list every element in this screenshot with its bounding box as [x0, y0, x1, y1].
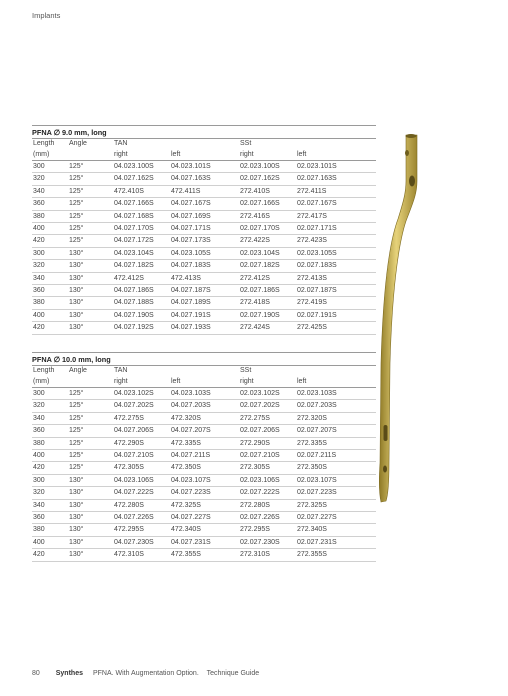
cell-length: 400 — [32, 309, 68, 321]
table-row — [32, 185, 376, 197]
cell-tan-left: 472.413S — [170, 272, 239, 284]
col-header-sst: SSt — [240, 140, 252, 147]
cell-length: 300 — [32, 161, 68, 173]
cell-sst-right: 02.027.182S — [239, 260, 296, 272]
col-header-angle: Angle — [69, 140, 87, 147]
cell-tan-left: 472.411S — [170, 185, 239, 197]
table-body — [32, 139, 376, 334]
col-header-tan-left: left — [170, 150, 239, 161]
cell-tan-left: 04.027.223S — [170, 487, 239, 499]
col-header-length: Length — [33, 367, 55, 374]
cell-tan-left: 04.023.107S — [170, 474, 239, 486]
table-row — [32, 223, 376, 235]
cell-angle: 130° — [68, 474, 113, 486]
cell-sst-right: 02.027.162S — [239, 173, 296, 185]
cell-tan-left: 472.350S — [170, 462, 239, 474]
cell-sst-right: 272.422S — [239, 235, 296, 247]
col-header-angle: Angle — [69, 367, 87, 374]
cell-tan-right: 04.023.106S — [113, 474, 170, 486]
cell-sst-right: 272.410S — [239, 185, 296, 197]
page-number: 80 — [32, 670, 40, 677]
cell-tan-right: 04.027.210S — [113, 450, 170, 462]
table-row — [32, 210, 376, 222]
cell-tan-left: 04.023.103S — [170, 388, 239, 400]
table-row — [32, 412, 376, 424]
cell-tan-left: 04.027.171S — [170, 223, 239, 235]
doc-title: PFNA. With Augmentation Option. — [92, 670, 199, 677]
cell-angle: 125° — [68, 400, 113, 412]
cell-length: 360 — [32, 198, 68, 210]
cell-angle: 130° — [68, 247, 113, 259]
cell-length: 360 — [32, 512, 68, 524]
table-row — [32, 462, 376, 474]
table-row — [32, 487, 376, 499]
table-row — [32, 499, 376, 511]
table-row — [32, 198, 376, 210]
cell-sst-left: 272.423S — [296, 235, 376, 247]
cell-sst-left: 02.027.163S — [296, 173, 376, 185]
cell-tan-left: 04.027.173S — [170, 235, 239, 247]
cell-sst-left: 02.023.107S — [296, 474, 376, 486]
cell-tan-left: 472.320S — [170, 412, 239, 424]
table-row — [32, 161, 376, 173]
col-header-tan-right: right — [113, 150, 170, 161]
header-row — [32, 366, 376, 377]
cell-tan-right: 04.027.226S — [113, 512, 170, 524]
cell-sst-right: 02.023.102S — [239, 388, 296, 400]
cell-angle: 130° — [68, 297, 113, 309]
cell-length: 400 — [32, 450, 68, 462]
cell-length: 380 — [32, 437, 68, 449]
cell-sst-right: 02.023.106S — [239, 474, 296, 486]
cell-angle: 125° — [68, 388, 113, 400]
cell-sst-left: 272.350S — [296, 462, 376, 474]
cell-tan-right: 04.023.100S — [113, 161, 170, 173]
cell-angle: 130° — [68, 536, 113, 548]
cell-tan-left: 472.355S — [170, 549, 239, 561]
cell-sst-left: 272.320S — [296, 412, 376, 424]
cell-sst-left: 02.027.223S — [296, 487, 376, 499]
cell-sst-right: 272.412S — [239, 272, 296, 284]
cell-length: 400 — [32, 223, 68, 235]
cell-sst-left: 272.340S — [296, 524, 376, 536]
cell-sst-left: 272.413S — [296, 272, 376, 284]
cell-sst-left: 02.027.231S — [296, 536, 376, 548]
cell-length: 320 — [32, 400, 68, 412]
col-header-sst-left: left — [296, 150, 376, 161]
cell-sst-right: 02.027.230S — [239, 536, 296, 548]
cell-tan-right: 04.027.186S — [113, 285, 170, 297]
cell-sst-left: 272.335S — [296, 437, 376, 449]
page-footer — [32, 670, 259, 677]
cell-tan-right: 04.027.166S — [113, 198, 170, 210]
cell-length: 340 — [32, 185, 68, 197]
cell-tan-left: 04.027.227S — [170, 512, 239, 524]
cell-tan-right: 04.023.102S — [113, 388, 170, 400]
cell-length: 380 — [32, 210, 68, 222]
cell-sst-right: 02.027.166S — [239, 198, 296, 210]
table-row — [32, 474, 376, 486]
cell-sst-left: 02.027.207S — [296, 425, 376, 437]
cell-tan-left: 04.023.105S — [170, 247, 239, 259]
cell-angle: 130° — [68, 272, 113, 284]
table-row — [32, 437, 376, 449]
col-header-sst-right: right — [239, 150, 296, 161]
cell-sst-right: 02.027.226S — [239, 512, 296, 524]
cell-sst-right: 272.280S — [239, 499, 296, 511]
cell-angle: 125° — [68, 210, 113, 222]
cell-angle: 125° — [68, 198, 113, 210]
table-row — [32, 400, 376, 412]
table-row — [32, 536, 376, 548]
cell-length: 420 — [32, 322, 68, 334]
cell-tan-right: 04.027.206S — [113, 425, 170, 437]
cell-sst-right: 272.310S — [239, 549, 296, 561]
cell-length: 420 — [32, 549, 68, 561]
cell-tan-left: 04.027.231S — [170, 536, 239, 548]
col-header-tan: TAN — [114, 367, 128, 374]
col-header-tan-right: right — [113, 377, 170, 388]
cell-angle: 130° — [68, 549, 113, 561]
cell-tan-right: 04.027.172S — [113, 235, 170, 247]
cell-angle: 125° — [68, 437, 113, 449]
col-header-tan: TAN — [114, 140, 128, 147]
doc-type: Technique Guide — [206, 670, 260, 677]
cell-angle: 130° — [68, 309, 113, 321]
cell-length: 380 — [32, 524, 68, 536]
cell-sst-left: 02.027.203S — [296, 400, 376, 412]
brand-name: Synthes — [55, 670, 83, 677]
cell-tan-left: 04.027.167S — [170, 198, 239, 210]
cell-tan-left: 04.027.191S — [170, 309, 239, 321]
cell-length: 400 — [32, 536, 68, 548]
subheader-row — [32, 150, 376, 161]
cell-tan-right: 04.027.162S — [113, 173, 170, 185]
cell-sst-right: 02.027.202S — [239, 400, 296, 412]
cell-length: 320 — [32, 173, 68, 185]
cell-sst-left: 02.023.101S — [296, 161, 376, 173]
cell-length: 420 — [32, 235, 68, 247]
table-block-10mm — [32, 352, 376, 562]
cell-tan-right: 472.412S — [113, 272, 170, 284]
nail-implant-icon — [376, 133, 420, 505]
cell-sst-right: 02.023.100S — [239, 161, 296, 173]
subheader-row — [32, 377, 376, 388]
col-header-sst-right: right — [239, 377, 296, 388]
cell-angle: 125° — [68, 223, 113, 235]
cell-sst-left: 272.355S — [296, 549, 376, 561]
section-header: Implants — [32, 11, 61, 20]
cell-length: 340 — [32, 272, 68, 284]
cell-sst-left: 02.023.105S — [296, 247, 376, 259]
cell-sst-right: 02.027.186S — [239, 285, 296, 297]
col-header-tan-left: left — [170, 377, 239, 388]
col-header-length-unit: (mm) — [32, 377, 68, 388]
table-row — [32, 549, 376, 561]
cell-angle: 125° — [68, 173, 113, 185]
header-row — [32, 139, 376, 150]
cell-sst-right: 272.424S — [239, 322, 296, 334]
cell-sst-right: 272.418S — [239, 297, 296, 309]
col-header-length-unit: (mm) — [32, 150, 68, 161]
cell-tan-left: 04.027.211S — [170, 450, 239, 462]
cell-length: 320 — [32, 260, 68, 272]
cell-angle: 130° — [68, 285, 113, 297]
cell-tan-right: 04.023.104S — [113, 247, 170, 259]
table-title: PFNA ∅ 9.0 mm, long — [32, 128, 107, 137]
table-row — [32, 297, 376, 309]
cell-tan-left: 04.023.101S — [170, 161, 239, 173]
cell-sst-right: 02.027.206S — [239, 425, 296, 437]
cell-angle: 125° — [68, 235, 113, 247]
cell-angle: 130° — [68, 487, 113, 499]
cell-angle: 130° — [68, 512, 113, 524]
cell-tan-right: 04.027.190S — [113, 309, 170, 321]
cell-angle: 125° — [68, 450, 113, 462]
table-row — [32, 450, 376, 462]
cell-tan-right: 04.027.188S — [113, 297, 170, 309]
cell-angle: 125° — [68, 185, 113, 197]
cell-tan-left: 472.335S — [170, 437, 239, 449]
cell-length: 360 — [32, 425, 68, 437]
cell-sst-right: 272.305S — [239, 462, 296, 474]
cell-length: 320 — [32, 487, 68, 499]
cell-length: 380 — [32, 297, 68, 309]
cell-tan-right: 472.305S — [113, 462, 170, 474]
table-row — [32, 173, 376, 185]
cell-sst-right: 272.416S — [239, 210, 296, 222]
article-table — [32, 139, 376, 335]
cell-tan-left: 04.027.193S — [170, 322, 239, 334]
cell-length: 420 — [32, 462, 68, 474]
table-body — [32, 366, 376, 561]
article-table — [32, 366, 376, 562]
cell-sst-left: 272.419S — [296, 297, 376, 309]
table-title: PFNA ∅ 10.0 mm, long — [32, 355, 111, 364]
cell-sst-right: 02.027.190S — [239, 309, 296, 321]
cell-tan-right: 04.027.168S — [113, 210, 170, 222]
cell-length: 340 — [32, 499, 68, 511]
col-header-length: Length — [33, 140, 55, 147]
table-row — [32, 235, 376, 247]
cell-angle: 130° — [68, 322, 113, 334]
table-row — [32, 524, 376, 536]
cell-sst-left: 02.027.171S — [296, 223, 376, 235]
cell-tan-left: 04.027.203S — [170, 400, 239, 412]
cell-angle: 125° — [68, 161, 113, 173]
cell-tan-left: 472.340S — [170, 524, 239, 536]
cell-sst-left: 02.023.103S — [296, 388, 376, 400]
cell-tan-right: 472.295S — [113, 524, 170, 536]
cell-angle: 125° — [68, 425, 113, 437]
cell-tan-right: 04.027.182S — [113, 260, 170, 272]
cell-tan-right: 472.290S — [113, 437, 170, 449]
cell-tan-right: 472.410S — [113, 185, 170, 197]
cell-tan-left: 04.027.169S — [170, 210, 239, 222]
cell-sst-left: 272.425S — [296, 322, 376, 334]
cell-angle: 130° — [68, 260, 113, 272]
cell-sst-right: 272.290S — [239, 437, 296, 449]
table-row — [32, 272, 376, 284]
cell-tan-left: 04.027.187S — [170, 285, 239, 297]
table-row — [32, 285, 376, 297]
cell-tan-right: 04.027.230S — [113, 536, 170, 548]
cell-angle: 130° — [68, 499, 113, 511]
cell-length: 300 — [32, 247, 68, 259]
cell-angle: 125° — [68, 412, 113, 424]
cell-sst-left: 02.027.191S — [296, 309, 376, 321]
cell-sst-left: 02.027.187S — [296, 285, 376, 297]
table-row — [32, 247, 376, 259]
cell-tan-right: 472.280S — [113, 499, 170, 511]
cell-tan-left: 04.027.183S — [170, 260, 239, 272]
cell-angle: 130° — [68, 524, 113, 536]
cell-tan-left: 04.027.207S — [170, 425, 239, 437]
cell-sst-right: 02.027.170S — [239, 223, 296, 235]
cell-tan-left: 04.027.163S — [170, 173, 239, 185]
table-row — [32, 260, 376, 272]
col-header-sst-left: left — [296, 377, 376, 388]
cell-sst-left: 02.027.211S — [296, 450, 376, 462]
cell-sst-left: 272.325S — [296, 499, 376, 511]
cell-sst-right: 272.275S — [239, 412, 296, 424]
cell-length: 300 — [32, 474, 68, 486]
cell-sst-left: 272.417S — [296, 210, 376, 222]
table-row — [32, 425, 376, 437]
col-header-sst: SSt — [240, 367, 252, 374]
table-block-9mm — [32, 125, 376, 335]
cell-sst-left: 02.027.227S — [296, 512, 376, 524]
cell-length: 360 — [32, 285, 68, 297]
cell-tan-right: 472.275S — [113, 412, 170, 424]
cell-sst-left: 272.411S — [296, 185, 376, 197]
table-row — [32, 322, 376, 334]
cell-sst-left: 02.027.183S — [296, 260, 376, 272]
cell-sst-right: 272.295S — [239, 524, 296, 536]
table-row — [32, 512, 376, 524]
cell-tan-right: 04.027.192S — [113, 322, 170, 334]
cell-tan-right: 04.027.202S — [113, 400, 170, 412]
cell-tan-right: 04.027.222S — [113, 487, 170, 499]
table-row — [32, 388, 376, 400]
cell-length: 340 — [32, 412, 68, 424]
cell-tan-left: 04.027.189S — [170, 297, 239, 309]
cell-tan-left: 472.325S — [170, 499, 239, 511]
cell-tan-right: 472.310S — [113, 549, 170, 561]
cell-length: 300 — [32, 388, 68, 400]
cell-angle: 125° — [68, 462, 113, 474]
cell-sst-left: 02.027.167S — [296, 198, 376, 210]
cell-sst-right: 02.023.104S — [239, 247, 296, 259]
cell-tan-right: 04.027.170S — [113, 223, 170, 235]
cell-sst-right: 02.027.222S — [239, 487, 296, 499]
cell-sst-right: 02.027.210S — [239, 450, 296, 462]
table-row — [32, 309, 376, 321]
